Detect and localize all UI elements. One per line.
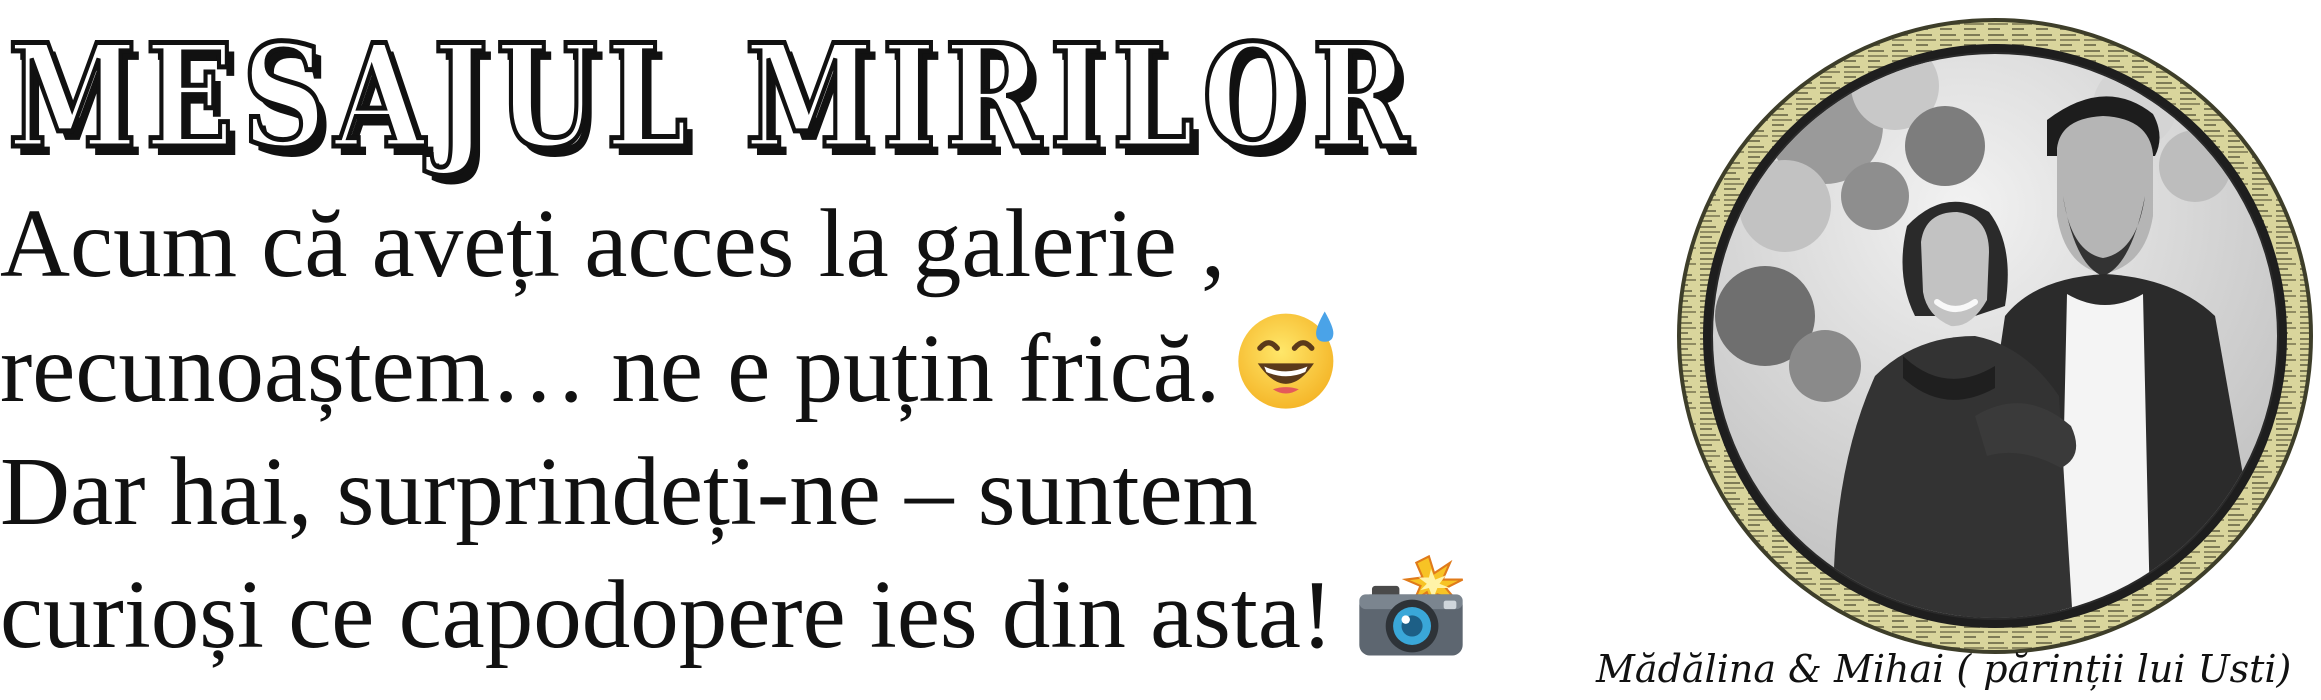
message-line-2	[0, 305, 1660, 430]
photo-caption: Mădălina & Mihai ( părinții lui Usti)	[1596, 647, 2292, 691]
page-title: MESAJUL MIRILOR	[8, 14, 1417, 180]
message-block	[0, 182, 1660, 676]
message-line-1: Acum că aveți acces la galerie ,	[0, 190, 1226, 297]
message-line-2-text: recunoaștem… ne e puțin frică.	[0, 315, 1221, 422]
camera-with-flash-icon	[1353, 553, 1469, 661]
couple-photo-frame	[1675, 16, 2315, 656]
message-line-3: Dar hai, surprindeți-ne – suntem	[0, 438, 1258, 545]
message-line-4	[0, 553, 1660, 676]
grinning-face-with-sweat-icon	[1234, 305, 1342, 413]
message-line-4-text: curioși ce capodopere ies din asta!	[0, 561, 1334, 668]
